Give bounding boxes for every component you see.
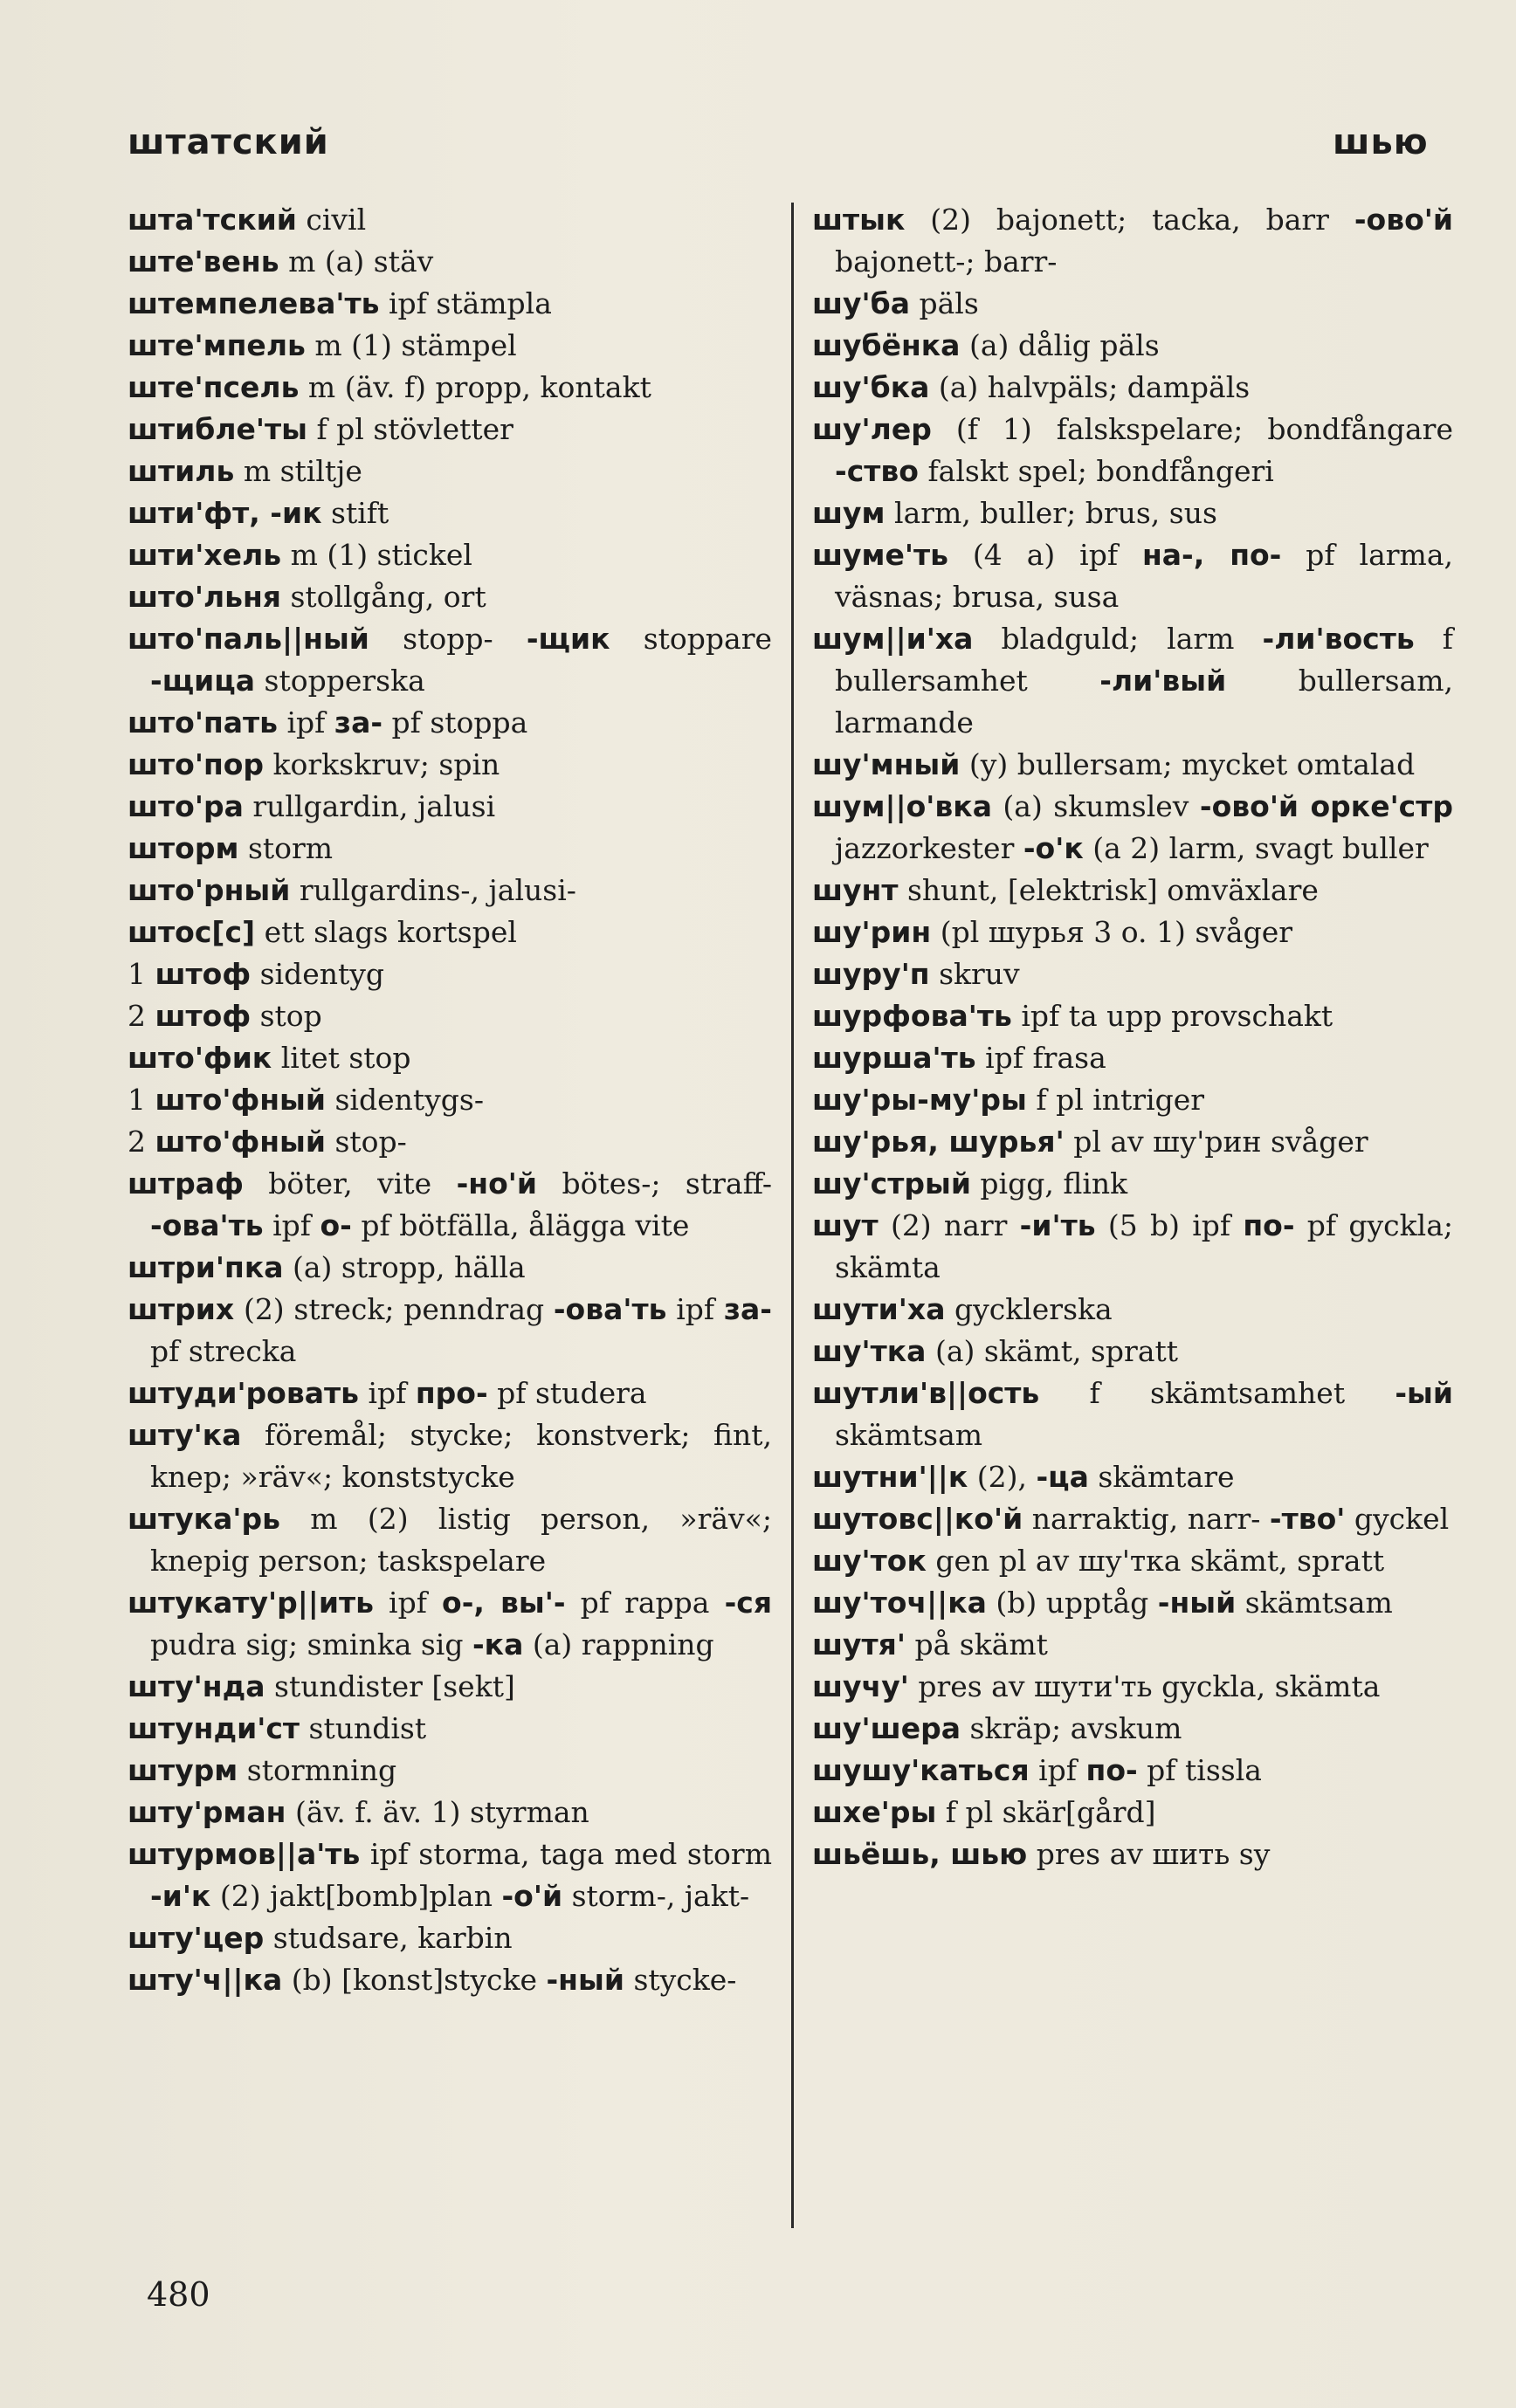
- headword: шуру'п: [812, 957, 930, 991]
- headword: шутя': [812, 1627, 906, 1662]
- headword: о-: [320, 1208, 352, 1242]
- definition-text: studsare, karbin: [264, 1921, 513, 1955]
- dictionary-entry: [127, 1079, 772, 1121]
- dictionary-entry: [127, 870, 772, 912]
- headword: -ово'й: [1354, 203, 1453, 237]
- definition-text: stollgång, ort: [280, 580, 486, 614]
- dictionary-entry: [127, 1121, 772, 1163]
- definition-text: (2) jakt[bomb]plan: [210, 1879, 502, 1913]
- dictionary-entry: [127, 618, 772, 702]
- definition-text: stundister [sekt]: [265, 1669, 515, 1703]
- definition-text: bajonett-; barr-: [835, 244, 1058, 279]
- headword: што'рный: [127, 873, 291, 907]
- headword: -ый: [1395, 1376, 1453, 1410]
- definition-text: skräp; avskum: [960, 1711, 1182, 1745]
- dictionary-entry: [812, 283, 1453, 325]
- headword: -щик: [526, 622, 610, 656]
- definition-text: päls: [909, 286, 979, 320]
- dictionary-entry: [812, 870, 1453, 912]
- dictionary-entry: [812, 1666, 1453, 1708]
- headword: шутли'в||ость: [812, 1376, 1040, 1410]
- headword: штуди'ровать: [127, 1376, 359, 1410]
- definition-text: 1: [127, 1083, 155, 1117]
- headword: шти'фт, -ик: [127, 496, 322, 530]
- definition-text: jazzorkester: [835, 831, 1023, 865]
- dictionary-entry: [127, 1498, 772, 1582]
- definition-text: (a) halvpäls; dampäls: [929, 370, 1251, 404]
- definition-text: pf rappa: [565, 1586, 725, 1620]
- definition-text: (a) rappning: [523, 1627, 714, 1662]
- definition-text: ipf: [666, 1292, 724, 1326]
- headword: шубёнка: [812, 328, 961, 362]
- headword: штык: [812, 203, 906, 237]
- dictionary-entry: [812, 1121, 1453, 1163]
- dictionary-entry: [127, 786, 772, 828]
- dictionary-entry: [812, 744, 1453, 786]
- dictionary-entry: [812, 199, 1453, 283]
- definition-text: korkskruv; spin: [264, 747, 500, 781]
- left-column: [127, 199, 772, 2001]
- dictionary-entry: [812, 1750, 1453, 1792]
- headword: шу'ры-му'ры: [812, 1083, 1027, 1117]
- definition-text: bötes-; straff-: [537, 1166, 772, 1201]
- definition-text: ett slags kortspel: [255, 915, 517, 949]
- definition-text: rullgardin, jalusi: [243, 789, 496, 823]
- headword: -ный: [1157, 1586, 1237, 1620]
- definition-text: 1: [127, 957, 155, 991]
- definition-text: pf stoppa: [382, 705, 528, 740]
- definition-text: f bullersamhet: [835, 622, 1453, 698]
- dictionary-entry: [127, 953, 772, 995]
- headword: штемпелева'ть: [127, 286, 380, 320]
- dictionary-entry: [812, 1834, 1453, 1875]
- headword: штоф: [155, 957, 252, 991]
- dictionary-entry: [812, 618, 1453, 744]
- dictionary-entry: [127, 744, 772, 786]
- headword: штос[с]: [127, 915, 256, 949]
- page-number: 480: [147, 2275, 210, 2314]
- dictionary-entry: [812, 1205, 1453, 1289]
- definition-text: stoppare: [610, 622, 773, 656]
- headword: -ца: [1036, 1460, 1089, 1494]
- definition-text: m (äv. f) propp, kontakt: [299, 370, 651, 404]
- headword: што'фик: [127, 1041, 272, 1075]
- definition-text: pl av шу'рин svåger: [1064, 1125, 1368, 1159]
- definition-text: storm-, jakt-: [562, 1879, 750, 1913]
- dictionary-entry: [127, 995, 772, 1037]
- definition-text: (2) streck; penndrag: [234, 1292, 554, 1326]
- definition-text: sidentyg: [251, 957, 385, 991]
- headword: шу'шера: [812, 1711, 961, 1745]
- definition-text: ipf ta upp provschakt: [1011, 999, 1333, 1033]
- dictionary-entry: [812, 912, 1453, 953]
- dictionary-entry: [812, 786, 1453, 870]
- dictionary-entry: [127, 534, 772, 576]
- headword: шту'нда: [127, 1669, 265, 1703]
- definition-text: gyckel: [1345, 1502, 1450, 1536]
- definition-text: stift: [321, 496, 389, 530]
- definition-text: sidentygs-: [325, 1083, 484, 1117]
- headword: шту'ч||ка: [127, 1963, 283, 1997]
- headword: по-: [1243, 1208, 1295, 1242]
- dictionary-entry: [812, 534, 1453, 618]
- dictionary-entry: [812, 1331, 1453, 1373]
- headword: шурша'ть: [812, 1041, 976, 1075]
- dictionary-entry: [812, 1079, 1453, 1121]
- definition-text: pf studera: [487, 1376, 647, 1410]
- dictionary-entry: [127, 1708, 772, 1750]
- dictionary-entry: [812, 1708, 1453, 1750]
- dictionary-entry: [127, 576, 772, 618]
- dictionary-entry: [127, 241, 772, 283]
- headword: по-: [1085, 1753, 1138, 1787]
- definition-text: ipf storma, taga med storm: [360, 1837, 772, 1871]
- headword: шут: [812, 1208, 879, 1242]
- headword: штунди'ст: [127, 1711, 300, 1745]
- column-divider: [791, 203, 794, 2228]
- headword: шу'мный: [812, 747, 961, 781]
- dictionary-entry: [127, 1792, 772, 1834]
- headword: шунт: [812, 873, 899, 907]
- dictionary-entry: [127, 828, 772, 870]
- definition-text: stycke-: [624, 1963, 737, 1997]
- headword: што'ра: [127, 789, 244, 823]
- headword: штурмов||а'ть: [127, 1837, 361, 1871]
- definition-text: (5 b) ipf: [1095, 1208, 1244, 1242]
- definition-text: stopperska: [255, 664, 425, 698]
- dictionary-entry: [812, 325, 1453, 367]
- definition-text: 2: [127, 999, 155, 1033]
- definition-text: (y) bullersam; mycket omtalad: [960, 747, 1416, 781]
- headword: шторм: [127, 831, 239, 865]
- dictionary-entry: [127, 1917, 772, 1959]
- headword: -ка: [472, 1627, 524, 1662]
- headword: -ный: [546, 1963, 624, 1997]
- definition-text: pf strecka: [150, 1334, 297, 1368]
- dictionary-entry: [127, 1247, 772, 1289]
- headword: шу'точ||ка: [812, 1586, 987, 1620]
- headword: про-: [415, 1376, 488, 1410]
- definition-text: på skämt: [905, 1627, 1048, 1662]
- headword: -ово'й оркe'стр: [1199, 789, 1453, 823]
- headword: на-, по-: [1141, 538, 1282, 572]
- definition-text: f pl intriger: [1026, 1083, 1205, 1117]
- definition-text: föremål; stycke; konstverk; fint, knep; »räv«; konststycke: [150, 1418, 772, 1494]
- headword: што'льня: [127, 580, 281, 614]
- headword: шушу'каться: [812, 1753, 1030, 1787]
- dictionary-entry: [812, 1289, 1453, 1331]
- definition-text: narraktig, narr-: [1023, 1502, 1270, 1536]
- definition-text: (b) [konst]stycke: [282, 1963, 547, 1997]
- dictionary-entry: [812, 1792, 1453, 1834]
- headword: шурфова'ть: [812, 999, 1012, 1033]
- headword: шум||о'вка: [812, 789, 992, 823]
- dictionary-entry: [812, 1582, 1453, 1624]
- definition-text: f skämtsamhet: [1039, 1376, 1395, 1410]
- definition-text: shunt, [elektrisk] omväxlare: [898, 873, 1319, 907]
- headword: шути'ха: [812, 1292, 946, 1326]
- headword: шу'рин: [812, 915, 932, 949]
- dictionary-entry: [812, 1540, 1453, 1582]
- dictionary-entry: [812, 1456, 1453, 1498]
- headword: штиль: [127, 454, 235, 488]
- definition-text: stop-: [325, 1125, 407, 1159]
- headword: што'паль||ный: [127, 622, 369, 656]
- definition-text: (äv. f. äv. 1) styrman: [286, 1795, 589, 1829]
- dictionary-entry: [127, 451, 772, 492]
- dictionary-entry: [127, 1834, 772, 1917]
- definition-text: larm, buller; brus, sus: [885, 496, 1217, 530]
- headword: што'пор: [127, 747, 265, 781]
- headword: шум: [812, 496, 885, 530]
- dictionary-entry: [127, 1750, 772, 1792]
- headword: шу'лер: [812, 412, 932, 446]
- headword: -щица: [150, 664, 256, 698]
- headword: шьёшь, шью: [812, 1837, 1028, 1871]
- definition-text: storm: [238, 831, 334, 865]
- dictionary-entry: [127, 1959, 772, 2001]
- headword: шу'бка: [812, 370, 930, 404]
- definition-text: (b) upptåg: [986, 1586, 1158, 1620]
- definition-text: ipf stämpla: [379, 286, 552, 320]
- definition-text: gycklerska: [945, 1292, 1113, 1326]
- dictionary-entry: [812, 1624, 1453, 1666]
- headword: за-: [334, 705, 383, 740]
- definition-text: m (1) stickel: [281, 538, 472, 572]
- definition-text: litet stop: [272, 1041, 411, 1075]
- definition-text: (f 1) falskspelare; bondfångare: [931, 412, 1453, 446]
- dictionary-entry: [127, 1414, 772, 1498]
- headword: што'фный: [155, 1125, 326, 1159]
- dictionary-entry: [127, 912, 772, 953]
- dictionary-entry: [127, 702, 772, 744]
- definition-text: ipf: [278, 705, 334, 740]
- dictionary-entry: [127, 367, 772, 409]
- headword: шу'тка: [812, 1334, 927, 1368]
- dictionary-entry: [127, 492, 772, 534]
- definition-text: ipf: [263, 1208, 320, 1242]
- headword: шутовс||ко'й: [812, 1502, 1023, 1536]
- definition-text: m stiltje: [234, 454, 362, 488]
- dictionary-entry: [812, 995, 1453, 1037]
- headword: -ова'ть: [150, 1208, 264, 1242]
- headword: за-: [723, 1292, 772, 1326]
- headword: -ся: [724, 1586, 773, 1620]
- definition-text: pigg, flink: [970, 1166, 1128, 1201]
- definition-text: pudra sig; sminka sig: [150, 1627, 472, 1662]
- dictionary-entry: [127, 1582, 772, 1666]
- headword: -ство: [835, 454, 919, 488]
- headword: штоф: [155, 999, 252, 1033]
- definition-text: f pl stövletter: [307, 412, 513, 446]
- definition-text: f pl skär[gård]: [936, 1795, 1156, 1829]
- headword: шу'ток: [812, 1544, 927, 1578]
- definition-text: stop: [251, 999, 322, 1033]
- definition-text: (a) dålig päls: [960, 328, 1160, 362]
- headword: -о'к: [1023, 831, 1084, 865]
- headword: штри'пка: [127, 1250, 284, 1284]
- headword: шутни'||к: [812, 1460, 968, 1494]
- headword: -ова'ть: [553, 1292, 667, 1326]
- headword: штрих: [127, 1292, 235, 1326]
- definition-text: skämtare: [1088, 1460, 1235, 1494]
- definition-text: böter, vite: [243, 1166, 457, 1201]
- headword: -и'к: [150, 1879, 211, 1913]
- definition-text: pf bötfälla, ålägga vite: [351, 1208, 690, 1242]
- definition-text: skämtsam: [835, 1418, 983, 1452]
- definition-text: skruv: [929, 957, 1020, 991]
- definition-text: pres av шути'ть gyckla, skämta: [908, 1669, 1381, 1703]
- headword: ште'псель: [127, 370, 300, 404]
- headword: штраф: [127, 1166, 244, 1201]
- definition-text: bladguld; larm: [973, 622, 1263, 656]
- dictionary-entry: [812, 367, 1453, 409]
- definition-text: pf gyckla; skämta: [835, 1208, 1453, 1284]
- headword: што'пать: [127, 705, 279, 740]
- headword: шту'цер: [127, 1921, 265, 1955]
- headword: шу'рья, шурья': [812, 1125, 1065, 1159]
- dictionary-entry: [127, 199, 772, 241]
- definition-text: stopp-: [369, 622, 527, 656]
- dictionary-entry: [812, 1373, 1453, 1456]
- definition-text: gen pl av шу'тка skämt, spratt: [926, 1544, 1385, 1578]
- definition-text: pres av шить sy: [1027, 1837, 1271, 1871]
- definition-text: (a 2) larm, svagt buller: [1083, 831, 1429, 865]
- headword: штука'рь: [127, 1502, 280, 1536]
- dictionary-entry: [127, 1163, 772, 1247]
- dictionary-entry: [127, 1373, 772, 1414]
- headword: шти'хель: [127, 538, 282, 572]
- definition-text: (a) skämt, spratt: [926, 1334, 1179, 1368]
- headword: шхе'ры: [812, 1795, 937, 1829]
- definition-text: stormning: [238, 1753, 397, 1787]
- headword: штибле'ты: [127, 412, 307, 446]
- definition-text: rullgardins-, jalusi-: [290, 873, 576, 907]
- headword: -тво': [1269, 1502, 1346, 1536]
- headword: шту'рман: [127, 1795, 286, 1829]
- right-column: [812, 199, 1453, 1875]
- dictionary-entry: [812, 409, 1453, 492]
- definition-text: (4 a) ipf: [948, 538, 1142, 572]
- definition-text: m (2) listig person, »räv«; knepig person; taskspelare: [150, 1502, 772, 1578]
- dictionary-entry: [127, 409, 772, 451]
- dictionary-entry: [127, 325, 772, 367]
- definition-text: (2),: [968, 1460, 1037, 1494]
- definition-text: ipf: [1029, 1753, 1086, 1787]
- headword: о-, вы'-: [442, 1586, 566, 1620]
- headword: шуме'ть: [812, 538, 949, 572]
- definition-text: (2) narr: [878, 1208, 1020, 1242]
- definition-text: ipf frasa: [975, 1041, 1106, 1075]
- dictionary-entry: [812, 953, 1453, 995]
- headword: шту'ка: [127, 1418, 242, 1452]
- dictionary-entry: [812, 1163, 1453, 1205]
- definition-text: pf larma, väsnas; brusa, susa: [835, 538, 1453, 614]
- headword: штукату'р||ить: [127, 1586, 374, 1620]
- definition-text: ipf: [373, 1586, 443, 1620]
- definition-text: stundist: [300, 1711, 427, 1745]
- dictionary-entry: [127, 1037, 772, 1079]
- headword: ште'вень: [127, 244, 279, 279]
- headword: -ли'вый: [1099, 664, 1227, 698]
- dictionary-entry: [127, 283, 772, 325]
- definition-text: bullersam, larmande: [835, 664, 1453, 740]
- headword: -но'й: [456, 1166, 538, 1201]
- definition-text: (pl шурья 3 o. 1) svåger: [931, 915, 1293, 949]
- definition-text: pf tissla: [1137, 1753, 1262, 1787]
- definition-text: m (a) stäv: [279, 244, 434, 279]
- dictionary-entry: [127, 1289, 772, 1373]
- headword: шу'ба: [812, 286, 910, 320]
- definition-text: falskt spel; bondfångeri: [918, 454, 1274, 488]
- dictionary-entry: [812, 1498, 1453, 1540]
- dictionary-entry: [812, 1037, 1453, 1079]
- definition-text: civil: [296, 203, 367, 237]
- headword: шум||и'ха: [812, 622, 974, 656]
- definition-text: skämtsam: [1236, 1586, 1393, 1620]
- headword: ште'мпель: [127, 328, 306, 362]
- dictionary-entry: [812, 492, 1453, 534]
- headword: -ли'вость: [1262, 622, 1415, 656]
- definition-text: (a) stropp, hälla: [283, 1250, 526, 1284]
- definition-text: (a) skumslev: [991, 789, 1200, 823]
- headword: -и'ть: [1019, 1208, 1096, 1242]
- headword: шу'стрый: [812, 1166, 971, 1201]
- headword: штурм: [127, 1753, 238, 1787]
- definition-text: m (1) stämpel: [305, 328, 517, 362]
- headword: шучу': [812, 1669, 909, 1703]
- headword: -о'й: [501, 1879, 563, 1913]
- running-head-right: шью: [1333, 122, 1429, 162]
- definition-text: (2) bajonett; tacka, barr: [905, 203, 1354, 237]
- definition-text: 2: [127, 1125, 155, 1159]
- running-head-left: штатский: [127, 122, 329, 162]
- definition-text: ipf: [359, 1376, 416, 1410]
- dictionary-entry: [127, 1666, 772, 1708]
- headword: шта'тский: [127, 203, 297, 237]
- headword: што'фный: [155, 1083, 326, 1117]
